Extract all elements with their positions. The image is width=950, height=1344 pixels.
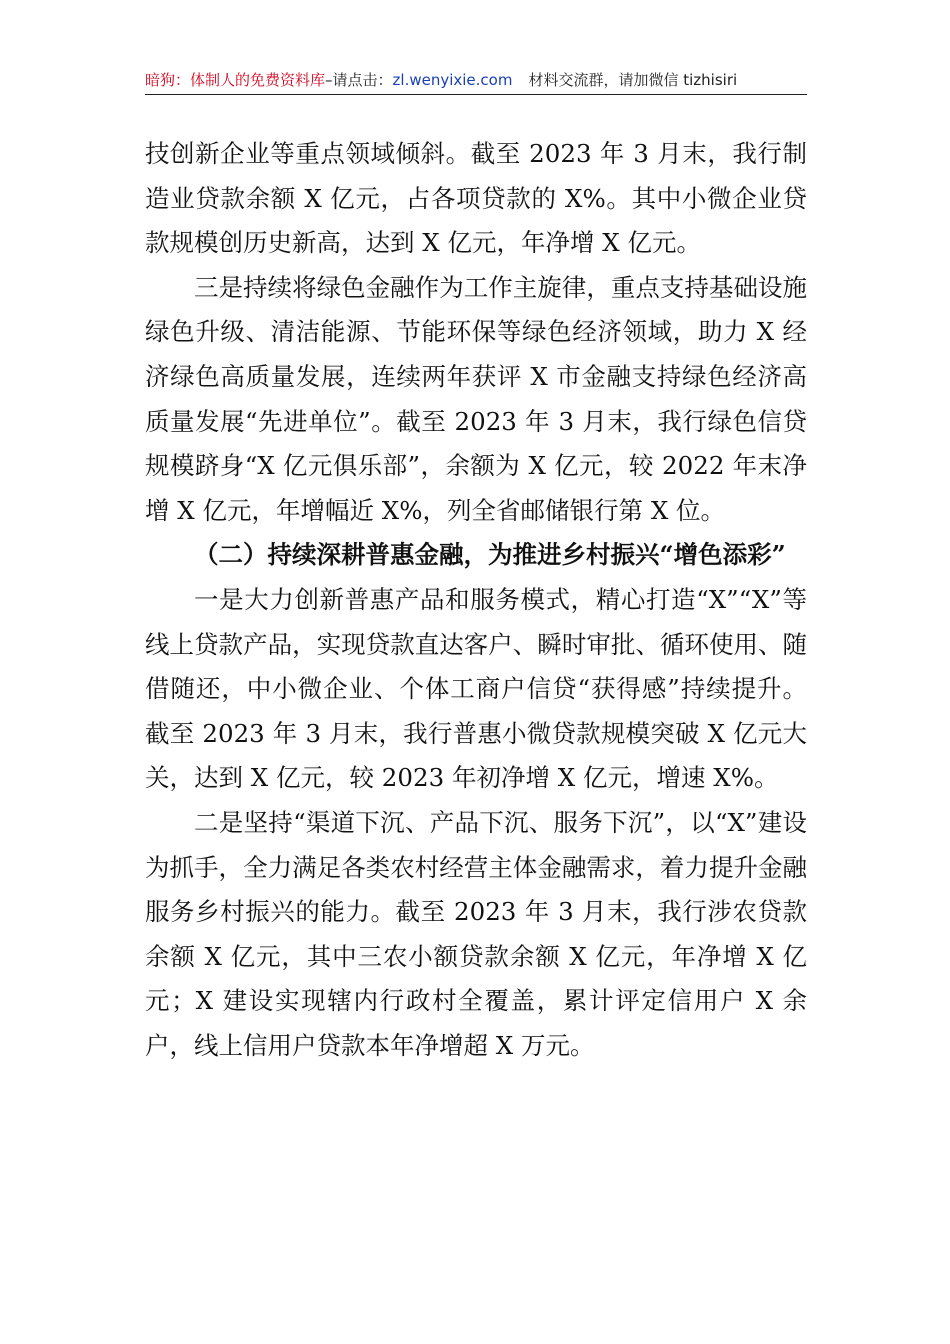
paragraph-inclusive-products: 一是大力创新普惠产品和服务模式，精心打造“X”“X”等线上贷款产品，实现贷款直达客户、瞬时审批、循环使用、随借随还，中小微企业、个体工商户信贷“获得感”持续提升。截至 2023 年 3 月末，我行普惠小微贷款规模突破 X 亿元大关，达到 X 亿元，较 2023 年初净增 X 亿元，增速 X%。: [145, 584, 807, 793]
header-brand: 暗狗：体制人的免费资料库: [145, 71, 326, 89]
page-header: [145, 68, 807, 95]
header-prompt: –请点击：: [325, 71, 393, 89]
header-note: 材料交流群，请加微信 tizhisiri: [528, 71, 738, 89]
document-body: [145, 132, 807, 1068]
section-heading-inclusive-finance: （二）持续深耕普惠金融，为推进乡村振兴“增色添彩”: [194, 540, 786, 570]
header-url-link[interactable]: zl.wenyixie.com: [392, 71, 513, 89]
paragraph-green-finance: 三是持续将绿色金融作为工作主旋律，重点支持基础设施绿色升级、清洁能源、节能环保等绿色经济领域，助力 X 经济绿色高质量发展，连续两年获评 X 市金融支持绿色经济高质量发展“先进单位”。截至 2023 年 3 月末，我行绿色信贷规模跻身“X 亿元俱乐部”，余额为 X 亿元，较 2022 年末净增 X 亿元，年增幅近 X%，列全省邮储银行第 X 位。: [145, 272, 807, 525]
paragraph-rural-services: 二是坚持“渠道下沉、产品下沉、服务下沉”，以“X”建设为抓手，全力满足各类农村经营主体金融需求，着力提升金融服务乡村振兴的能力。截至 2023 年 3 月末，我行涉农贷款余额 X 亿元，其中三农小额贷款余额 X 亿元，年净增 X 亿元；X 建设实现辖内行政村全覆盖，累计评定信用户 X 余户，线上信用户贷款本年净增超 X 万元。: [145, 807, 807, 1060]
paragraph-continuation: 技创新企业等重点领域倾斜。截至 2023 年 3 月末，我行制造业贷款余额 X 亿元，占各项贷款的 X%。其中小微企业贷款规模创历史新高，达到 X 亿元，年净增 X 亿元。: [145, 139, 807, 258]
